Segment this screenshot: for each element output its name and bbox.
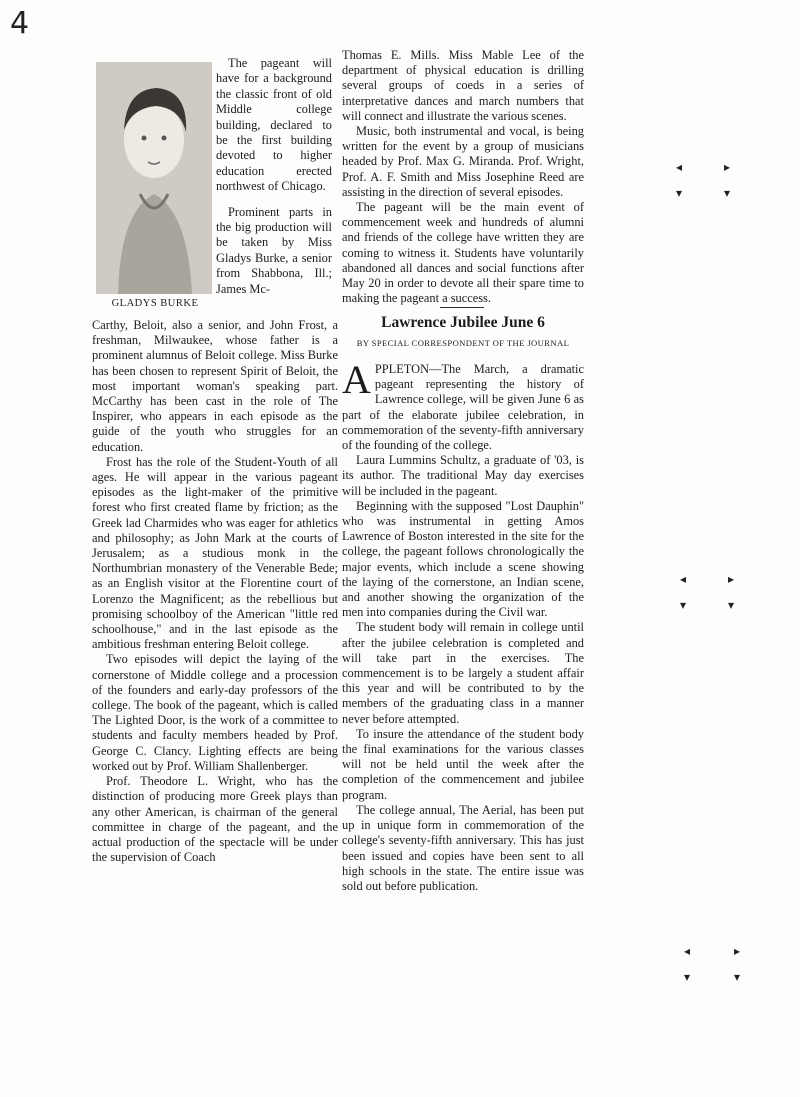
- article-headline: Lawrence Jubilee June 6: [381, 314, 545, 331]
- scan-mark-icon: ▾: [680, 598, 687, 612]
- paragraph: Carthy, Beloit, also a senior, and John Frost, a freshman, Milwaukee, whose father is a prominent alumnus of Beloit college. Miss Burke has been chosen to represent Spirit of Beloit, the most important woman's speaking part. McCarthy has been cast in the role of The Inspirer, who appears in each episode as the guide of the youth who struggles for an education.: [92, 318, 338, 454]
- photo-caption: GLADYS BURKE: [111, 298, 199, 309]
- right-column-text: [342, 48, 584, 306]
- article-divider: [440, 307, 484, 308]
- paragraph: To insure the attendance of the student body the final examinations for the various classes will not be held until the week after the completion of the commencement and jubilee program.: [342, 726, 584, 802]
- paragraph: Thomas E. Mills. Miss Mable Lee of the department of physical education is drilling several groups of coeds in a series of interpretative dances and march numbers that will connect and illustrate the various scenes.: [342, 48, 584, 123]
- paragraph: Music, both instrumental and vocal, is being written for the event by a group of musicians headed by Prof. Max G. Miranda. Prof. Wright, Prof. A. F. Smith and Miss Josephine Reed are assisting in the direction of several episodes.: [342, 124, 584, 199]
- scan-mark-icon: ▾: [684, 970, 691, 984]
- scan-mark-icon: ▾: [676, 186, 683, 200]
- scan-mark-icon: ▾: [734, 970, 741, 984]
- scan-mark-icon: ▾: [728, 598, 735, 612]
- scan-mark-icon: ▸: [724, 160, 731, 174]
- lawrence-article-text: [342, 357, 584, 894]
- paragraph: The student body will remain in college until after the jubilee celebration is completed and will take part in the exercises. The commencement is to be largely a student affair this year and will be contributed to by the members of the graduating class in a manner never before attempted.: [342, 620, 584, 726]
- paragraph: Prominent parts in the big production will be taken by Miss Gladys Burke, a senior from Shabbona, Ill.; James Mc-: [216, 204, 332, 296]
- scan-mark-icon: ▸: [734, 944, 741, 958]
- paragraph: Frost has the role of the Student-Youth of all ages. He will appear in the various pageant episodes as the light-maker of the primitive forest who first created flame by friction; as the Greek lad Charmides who was eager for athletics and philosophy; as John Mark at the courts of Jerusalem; as a studious monk in the Northumbrian monastery of the Venerable Bede; as an English visitor at the Florentine court of Lorenzo the Magnificent; as the rebellious but promising schoolboy of the American "little red schoolhouse," and in the last episode as the ambitious freshman entering Beloit college.: [92, 454, 338, 652]
- scan-mark-icon: ▸: [728, 572, 735, 586]
- left-column-text: [92, 318, 338, 865]
- lead-text: PPLETON—The March, a dramatic pageant representing the history of Lawrence college, will be given June 6 as part of the elaborate jubilee celebration, in commemoration of the seventy-fifth anniversary of the founding of the college.: [342, 362, 584, 453]
- paragraph: Beginning with the supposed "Lost Dauphin" who was instrumental in getting Amos Lawrence of Boston interested in the site for the college, the pageant follows chronologically the major events, which include a scene showing the laying of the cornerstone, an Indian scene, and another showing the organization of the men into companies during the Civil war.: [342, 498, 584, 620]
- article-byline: BY SPECIAL CORRESPONDENT OF THE JOURNAL: [356, 338, 570, 348]
- lead-paragraph: [342, 357, 584, 453]
- paragraph: The college annual, The Aerial, has been put up in unique form in commemoration of the college's seventy-fifth anniversary. This has just been issued and copies have been sent to all high schools in the state. The entire issue was sold out before publication.: [342, 802, 584, 893]
- paragraph: Two episodes will depict the laying of the cornerstone of Middle college and a procession of the founders and early-day professors of the college. The book of the pageant, which is called The Lighted Door, is the work of a committee to students and faculty members headed by Prof. George C. Clancy. Lighting effects are being worked out by Prof. William Shallenberger.: [92, 652, 338, 773]
- scan-mark-icon: ◂: [680, 572, 687, 586]
- drop-cap: A: [342, 357, 371, 402]
- paragraph: The pageant will have for a background the classic front of old Middle college building, declared to be the first building devoted to higher education erected northwest of Chicago.: [216, 56, 332, 194]
- scan-mark-icon: ▾: [724, 186, 731, 200]
- scan-mark-icon: ◂: [676, 160, 683, 174]
- article-text-beside-photo: [216, 56, 332, 297]
- paragraph: The pageant will be the main event of commencement week and hundreds of alumni and friends of the college have written they are coming to witness it. Students have voluntarily abandoned all dances and social functions after May 20 in order to devote all their spare time to making the pageant a success.: [342, 200, 584, 306]
- portrait-photo: [96, 62, 212, 294]
- paragraph: Laura Lummins Schultz, a graduate of '03, is its author. The traditional May day exercises will be included in the pageant.: [342, 453, 584, 498]
- paragraph: Prof. Theodore L. Wright, who has the distinction of producing more Greek plays than any other American, is chairman of the general committee in charge of the pageant, and the actual production of the spectacle will be under the supervision of Coach: [92, 774, 338, 865]
- page-number: 4: [10, 6, 30, 41]
- scan-mark-icon: ◂: [684, 944, 691, 958]
